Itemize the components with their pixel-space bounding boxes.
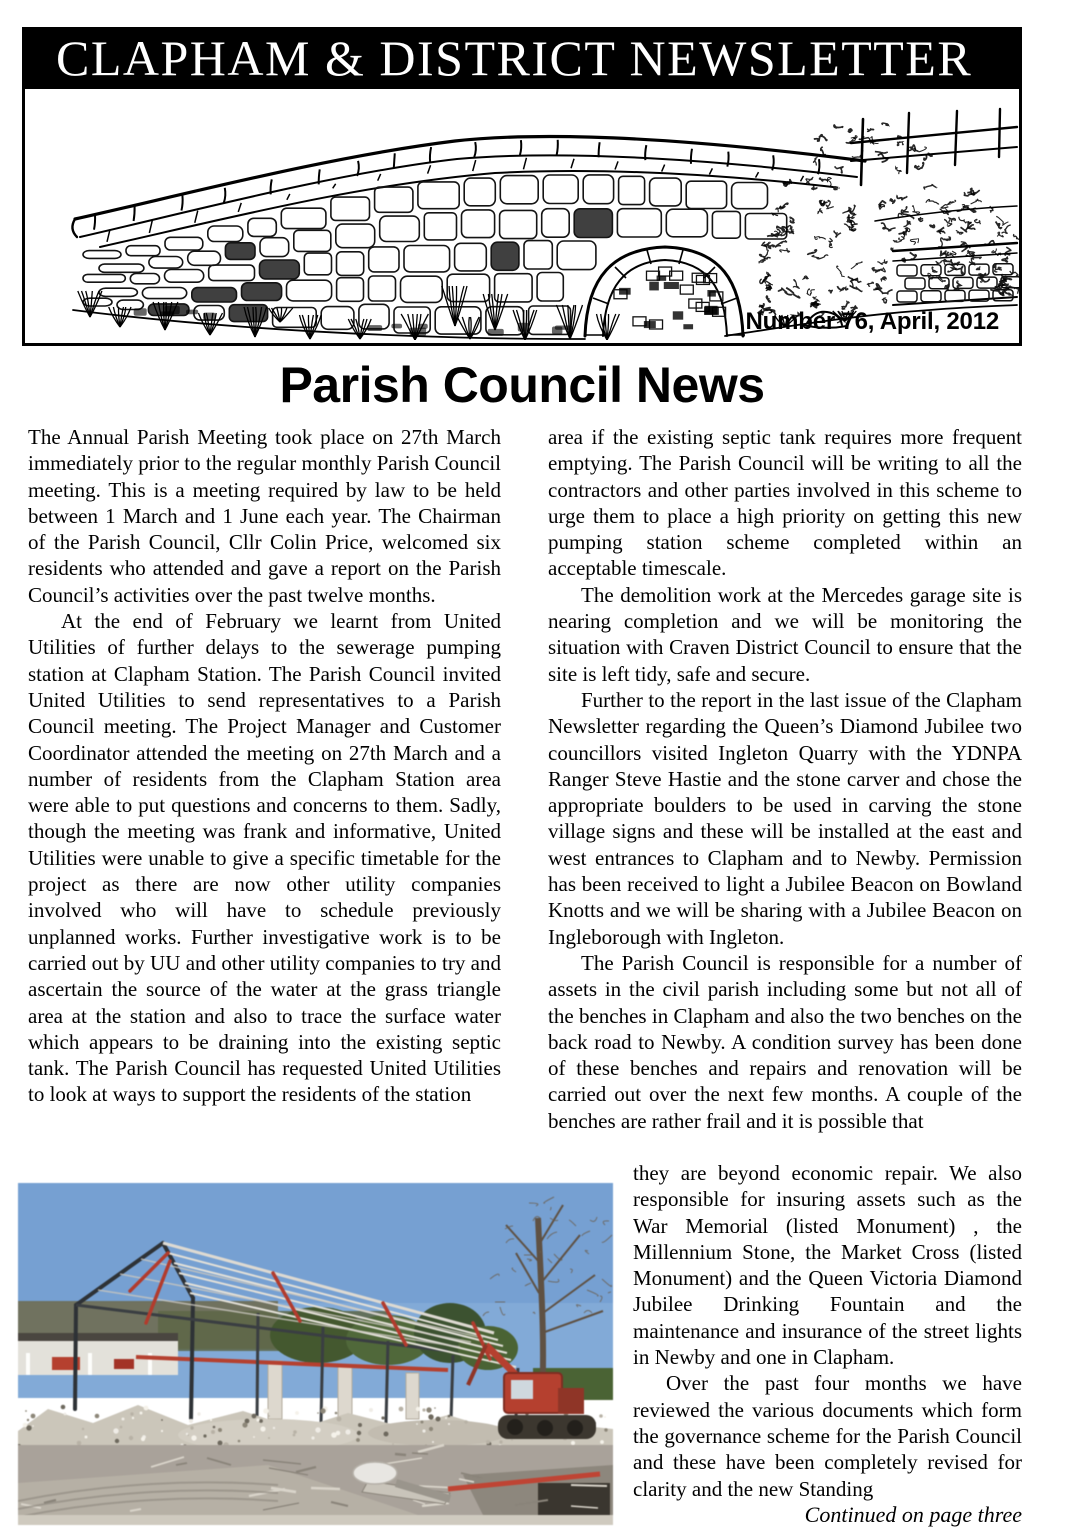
demolition-site-photo xyxy=(18,1183,613,1525)
paragraph: Over the past four months we have reviewed the various documents which form the governance scheme for the Parish Council and these have been completely revised for clarity and the new Standing xyxy=(633,1371,1022,1501)
issue-date: Number 76, April, 2012 xyxy=(745,308,999,335)
right-column xyxy=(548,424,1022,1134)
bridge-line-drawing xyxy=(25,89,1019,340)
demolition-photo-graphic xyxy=(18,1183,613,1525)
bridge-illustration-box xyxy=(22,89,1022,346)
left-column xyxy=(28,424,501,1108)
paragraph: area if the existing septic tank requires more frequent emptying. The Parish Council will be writing to all the contractors and other parties involved in this scheme to urge them to place a high priority on getting this new pumping station scheme completed within an acceptable timescale. xyxy=(548,425,1022,581)
article-headline: Parish Council News xyxy=(279,357,765,413)
paragraph: they are beyond economic repair. We also responsible for insuring assets such as the War Memorial (listed Monument) , the Millennium Stone, the Market Cross (listed Monument) and the Queen Victoria Diamond Jubilee Drinking Fountain and the maintenance and insurance of the street lights in Newby and one in Clapham. xyxy=(633,1161,1022,1370)
paragraph: Further to the report in the last issue of the Clapham Newsletter regarding the Queen’s Diamond Jubilee two councillors visited Ingleton Quarry with the YDNPA Ranger Steve Hastie and the stone carver and chose the appropriate boulders to be used in carving the stone village signs and these will be installed at the east and west entrances to Clapham and to Newby. Permission has been received to light a Jubilee Beacon on Bowland Knotts and we will be sharing with a Jubilee Beacon on Ingleborough with Ingleton. xyxy=(548,687,1022,949)
newsletter-title: CLAPHAM & DISTRICT NEWSLETTER xyxy=(56,30,973,86)
continued-note: Continued on page three xyxy=(804,1501,1022,1527)
paragraph: At the end of February we learnt from United Utilities of further delays to the sewerage pumping station at Clapham Station. The Parish Council invited United Utilities to send representatives to a Parish Council meeting. The Project Manager and Customer Coordinator attended the meeting on 27th March and a number of residents from the Clapham Station area were able to put questions and concerns to them. Sadly, though the meeting was frank and informative, United Utilities were unable to give a specific timetable for the project as there are now other utility companies involved who will have to schedule previously unplanned works. Further investigative work is to be carried out by UU and other utility companies to try and ascertain the source of the water at the grass triangle area at the station and also to trace the surface water which appears to be draining into the existing septic tank. The Parish Council has requested United Utilities to look at ways to support the residents of the station xyxy=(28,609,501,1107)
paragraph: The demolition work at the Mercedes garage site is nearing completion and we will be monitoring the situation with Craven District Council to ensure that the site is left tidy, safe and secure. xyxy=(548,582,1022,686)
paragraph: The Parish Council is responsible for a number of assets in the civil parish including some but not all of the benches in Clapham and also the two benches on the back road to Newby. A condition survey has been done of these benches and repairs and renovation will be carried out over the next few months. A couple of the benches are rather frail and it is possible that xyxy=(548,950,1022,1133)
paragraph: The Annual Parish Meeting took place on 27th March immediately prior to the regular monthly Parish Council meeting. This is a meeting required by law to be held between 1 March and 1 June each year. The Chairman of the Parish Council, Cllr Colin Price, welcomed six residents who attended and gave a report on the Parish Council’s activities over the past twelve months. xyxy=(28,425,501,607)
wrap-column xyxy=(633,1160,1022,1528)
masthead-bar xyxy=(22,27,1022,89)
